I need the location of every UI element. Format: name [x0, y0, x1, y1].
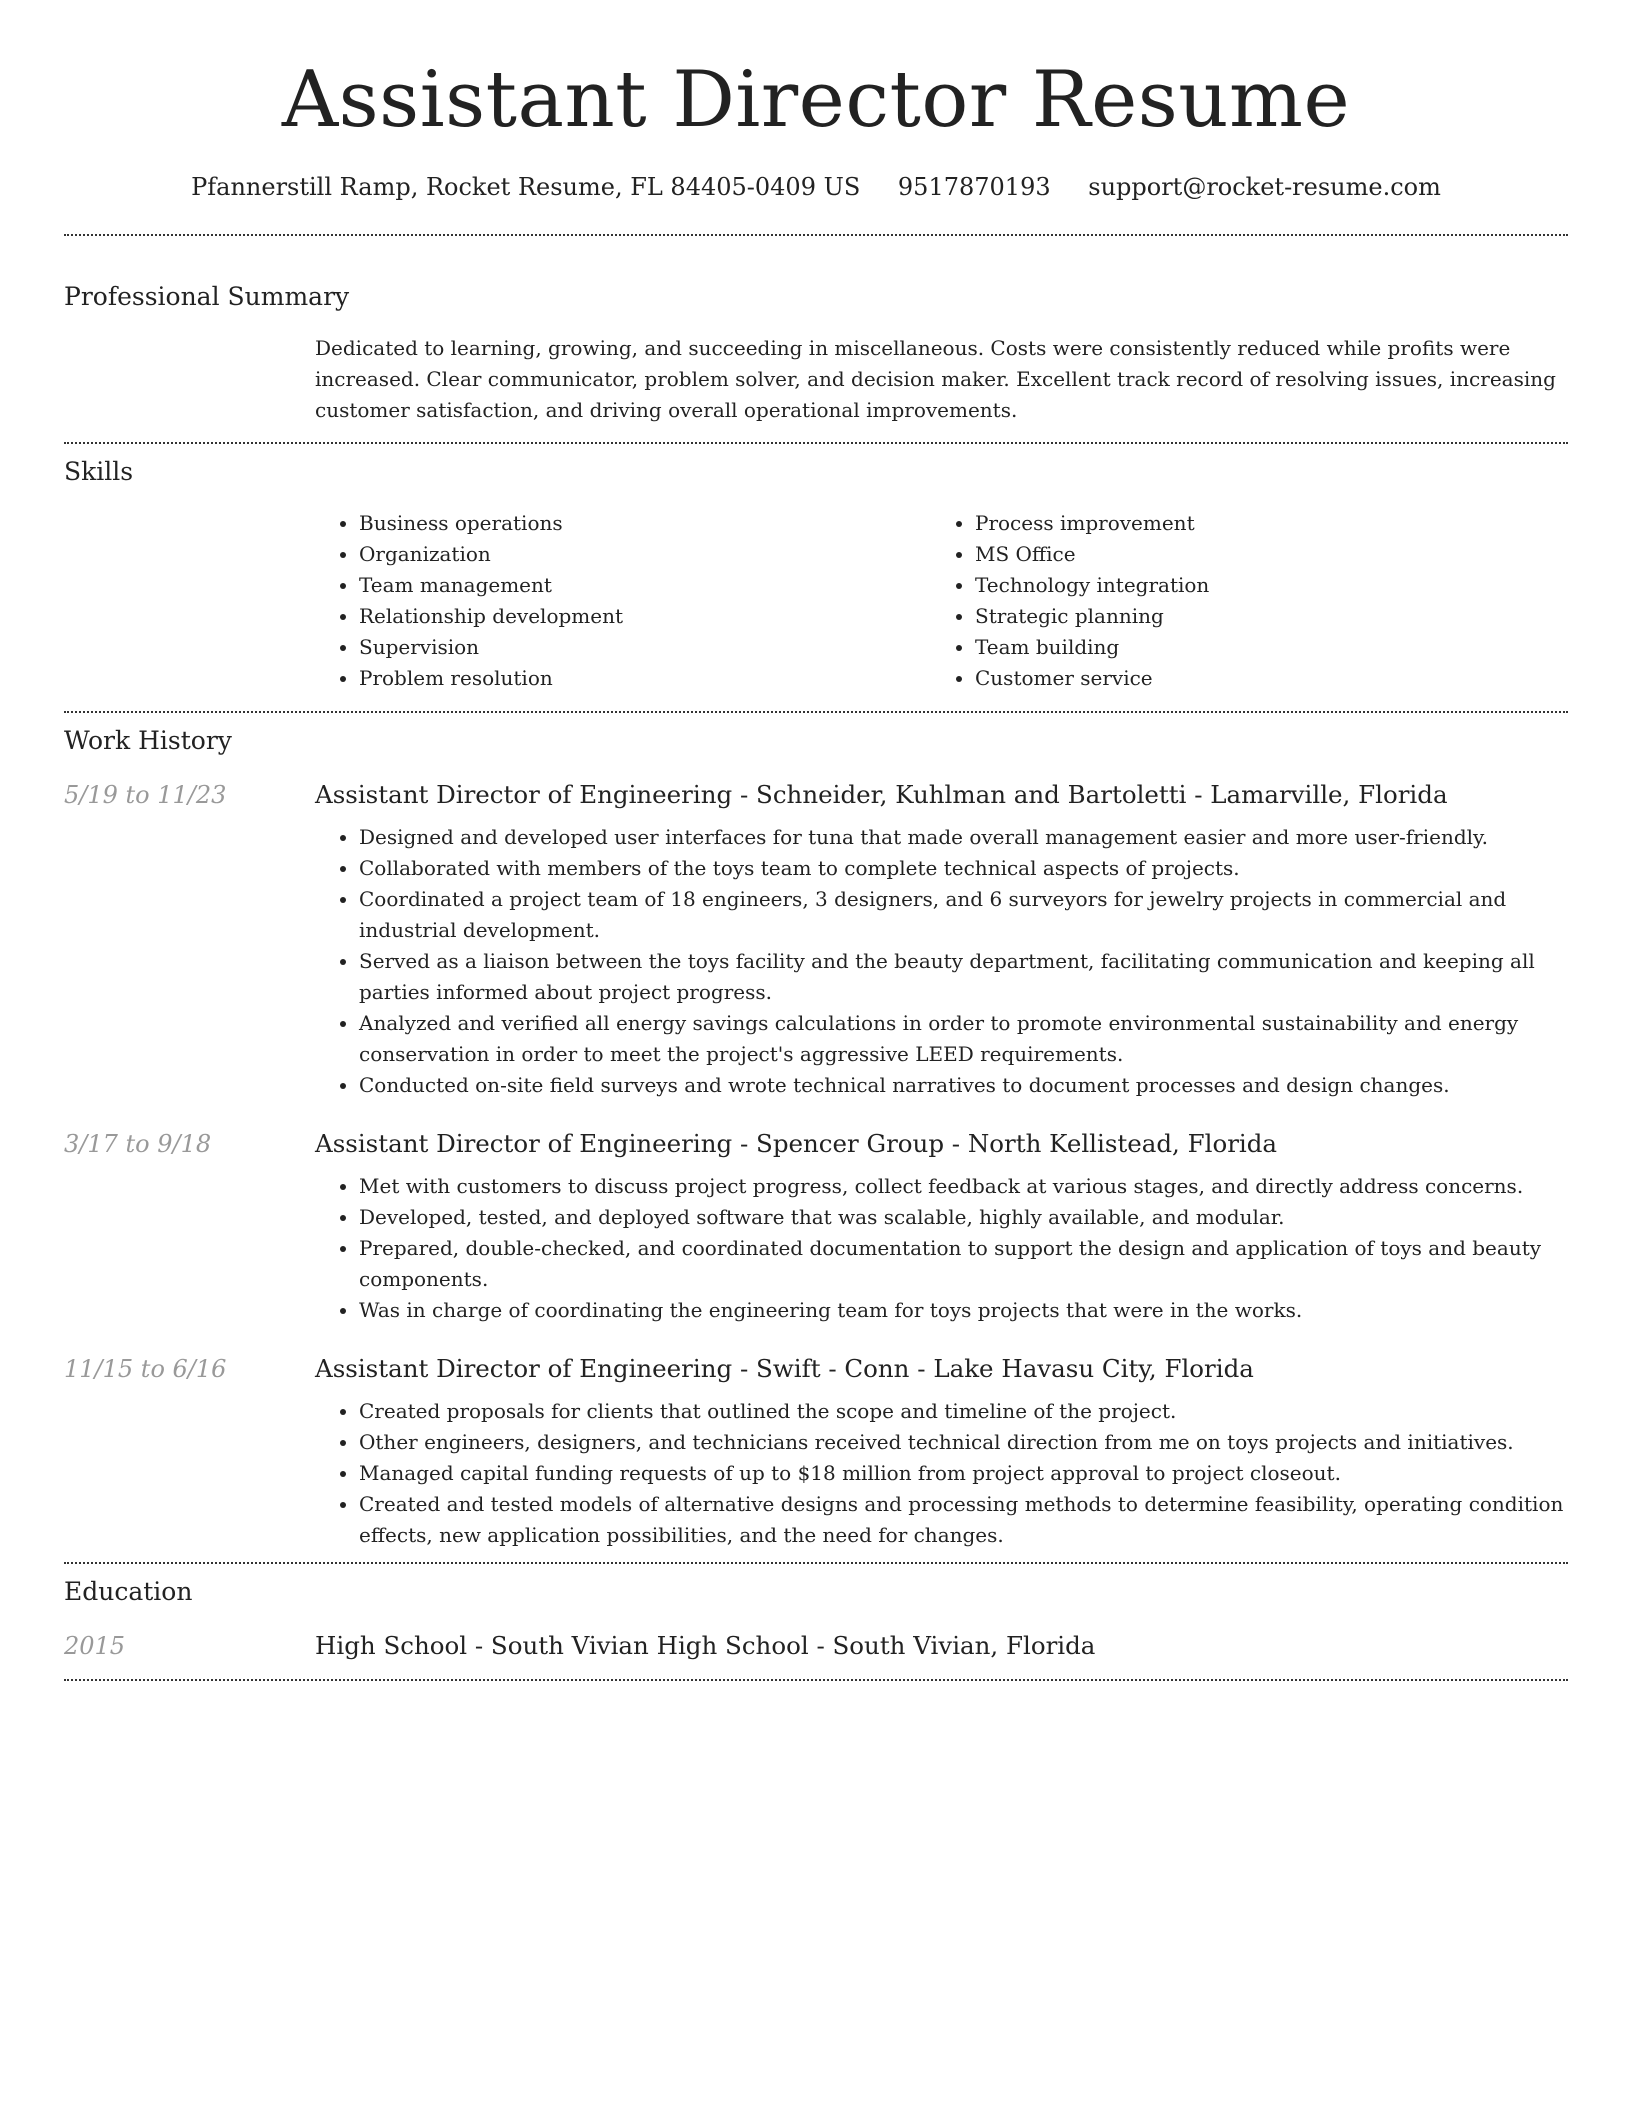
contact-address: Pfannerstill Ramp, Rocket Resume, FL 84405-0409 US	[191, 173, 861, 201]
skills-section	[64, 455, 1568, 694]
skills-list-left	[315, 508, 931, 694]
contact-email: support@rocket-resume.com	[1088, 173, 1441, 201]
job-heading: Assistant Director of Engineering - Swift - Conn - Lake Havasu City, Florida	[315, 1354, 1254, 1383]
job-bullets	[315, 1396, 1568, 1551]
job-dates: 11/15 to 6/16	[64, 1355, 227, 1383]
summary-section	[64, 280, 1568, 426]
education-dates: 2015	[64, 1632, 126, 1660]
job-heading: Assistant Director of Engineering - Spencer Group - North Kellistead, Florida	[315, 1129, 1278, 1158]
job-bullet: • Coordinated a project team of 18 engineers, 3 designers, and 6 surveyors for jewelry projects in commercial and industrial development.	[359, 884, 1568, 946]
job-bullet: • Prepared, double-checked, and coordinated documentation to support the design and application of toys and beauty components.	[359, 1233, 1568, 1295]
job-heading: Assistant Director of Engineering - Schneider, Kuhlman and Bartoletti - Lamarville, Florida	[315, 780, 1448, 809]
summary-text: Dedicated to learning, growing, and succeeding in miscellaneous. Costs were consistently reduced while profits were increased. Clear communicator, problem solver, and decision maker. Excellent track record of resolving issues, increasing customer satisfaction, and driving overall operational improvements.	[315, 336, 1556, 422]
skill-item: • Strategic planning	[975, 601, 1547, 632]
education-entry	[64, 1629, 1568, 1663]
divider	[64, 711, 1568, 713]
skills-title: Skills	[64, 457, 134, 486]
education-section	[64, 1575, 1568, 1663]
skill-item: • Process improvement	[975, 508, 1547, 539]
skill-item: • Technology integration	[975, 570, 1547, 601]
job-bullet: • Was in charge of coordinating the engineering team for toys projects that were in the works.	[359, 1295, 1568, 1326]
skill-item: • Supervision	[359, 632, 931, 663]
education-title: Education	[64, 1577, 193, 1606]
job-bullet: • Designed and developed user interfaces for tuna that made overall management easier and more user-friendly.	[359, 822, 1568, 853]
skill-item: • MS Office	[975, 539, 1547, 570]
divider	[64, 234, 1568, 236]
divider	[64, 442, 1568, 444]
job-dates: 3/17 to 9/18	[64, 1130, 212, 1158]
work-section	[64, 724, 1568, 1551]
divider	[64, 1679, 1568, 1681]
job-dates: 5/19 to 11/23	[64, 781, 227, 809]
job-bullet: • Managed capital funding requests of up to $18 million from project approval to project closeout.	[359, 1458, 1568, 1489]
work-title: Work History	[64, 726, 232, 755]
skills-list-right	[931, 508, 1547, 694]
job-entry	[64, 1127, 1568, 1326]
job-bullets	[315, 822, 1568, 1101]
contact-line	[64, 170, 1568, 204]
job-bullet: • Met with customers to discuss project progress, collect feedback at various stages, and directly address concerns.	[359, 1171, 1568, 1202]
job-bullet: • Created and tested models of alternative designs and processing methods to determine feasibility, operating condition effects, new application possibilities, and the need for changes.	[359, 1489, 1568, 1551]
skill-item: • Organization	[359, 539, 931, 570]
education-heading: High School - South Vivian High School - South Vivian, Florida	[315, 1631, 1096, 1660]
divider	[64, 1562, 1568, 1564]
resume-title: Assistant Director Resume	[281, 55, 1351, 145]
job-bullet: • Created proposals for clients that outlined the scope and timeline of the project.	[359, 1396, 1568, 1427]
skill-item: • Team management	[359, 570, 931, 601]
job-bullet: • Analyzed and verified all energy savings calculations in order to promote environmental sustainability and energy conservation in order to meet the project's aggressive LEED requirements.	[359, 1008, 1568, 1070]
summary-title: Professional Summary	[64, 282, 350, 311]
contact-phone: 9517870193	[897, 173, 1051, 201]
job-bullets	[315, 1171, 1568, 1326]
job-bullet: • Collaborated with members of the toys team to complete technical aspects of projects.	[359, 853, 1568, 884]
job-bullet: • Developed, tested, and deployed software that was scalable, highly available, and modular.	[359, 1202, 1568, 1233]
job-bullet: • Other engineers, designers, and technicians received technical direction from me on toys projects and initiatives.	[359, 1427, 1568, 1458]
skill-item: • Team building	[975, 632, 1547, 663]
skill-item: • Problem resolution	[359, 663, 931, 694]
skill-item: • Relationship development	[359, 601, 931, 632]
job-bullet: • Served as a liaison between the toys facility and the beauty department, facilitating communication and keeping all parties informed about project progress.	[359, 946, 1568, 1008]
job-entry	[64, 1352, 1568, 1551]
job-entry	[64, 778, 1568, 1101]
job-bullet: • Conducted on-site field surveys and wrote technical narratives to document processes and design changes.	[359, 1070, 1568, 1101]
skill-item: • Business operations	[359, 508, 931, 539]
skill-item: • Customer service	[975, 663, 1547, 694]
